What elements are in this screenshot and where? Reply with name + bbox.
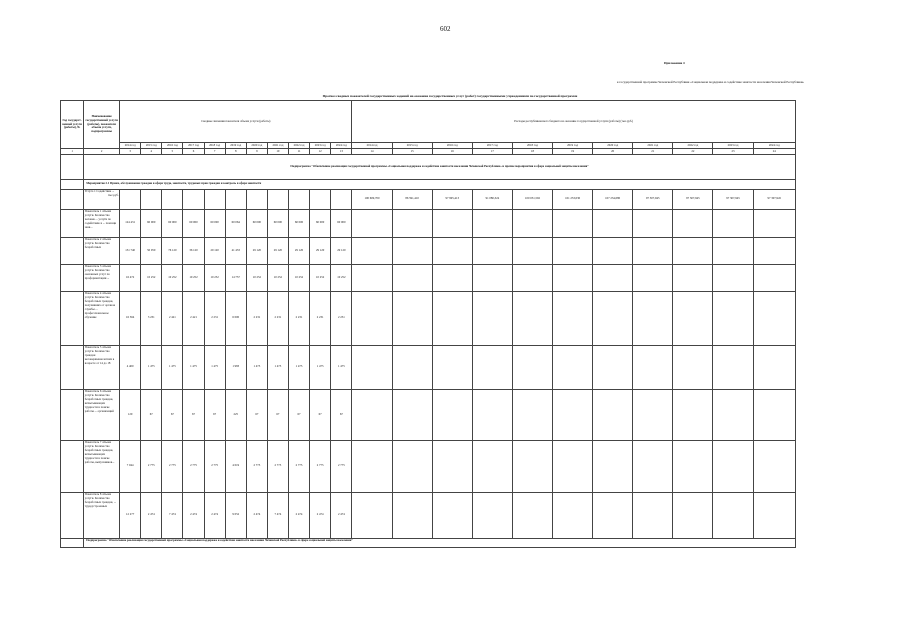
indicator-label: Показатель 3 объема услуги. Количество оказанных услуг по профориентации ...	[84, 264, 120, 291]
indicator-value: 60 000	[183, 209, 204, 237]
empty-cell	[673, 440, 713, 492]
header-year-volume: 2019 год	[225, 143, 246, 149]
empty-cell	[432, 345, 472, 389]
cost-value: 100 609,700	[352, 189, 392, 209]
indicator-value: 1 475	[183, 345, 204, 389]
indicator-number	[61, 209, 84, 237]
cost-value: 97 307,945	[633, 189, 673, 209]
empty-cell	[512, 440, 552, 492]
indicator-value: 67	[288, 389, 309, 440]
column-number: 5	[162, 149, 183, 155]
indicator-row	[61, 237, 796, 264]
empty-cell	[713, 209, 753, 237]
empty-cell	[553, 345, 593, 389]
indicator-value: 120	[120, 389, 141, 440]
indicator-row	[61, 209, 796, 237]
subprogram-row	[61, 154, 796, 179]
column-number: 21	[633, 149, 673, 155]
empty-cell	[225, 189, 246, 209]
indicator-value: 2 775	[162, 440, 183, 492]
header-year-cost: 2024 год	[753, 143, 795, 149]
indicator-value: 2 775	[141, 440, 162, 492]
header-year-volume: 2014 год	[120, 143, 141, 149]
empty-cell	[753, 440, 795, 492]
header-row-groups	[61, 101, 796, 143]
empty-cell	[472, 492, 512, 538]
header-year-volume: 2015 год	[141, 143, 162, 149]
indicator-value: 4 019	[225, 440, 246, 492]
column-number: 1	[61, 149, 84, 155]
empty-cell	[633, 389, 673, 440]
column-number: 19	[553, 149, 593, 155]
column-number: 12	[310, 149, 331, 155]
empty-cell	[553, 389, 593, 440]
empty-cell	[512, 291, 552, 345]
column-number: 4	[141, 149, 162, 155]
indicator-value: 10 252	[310, 264, 331, 291]
indicator-row	[61, 345, 796, 389]
indicator-label: Показатель 5 объема услуги. Количество граждан несовершеннолетних в возрасте от 14 до 18	[84, 345, 120, 389]
indicator-value: 12 277	[120, 492, 141, 538]
indicator-value: 1 475	[246, 345, 267, 389]
page-number: 602	[440, 25, 451, 33]
indicator-number	[61, 264, 84, 291]
service-label	[84, 189, 120, 209]
column-number: 6	[183, 149, 204, 155]
empty-cell	[432, 237, 472, 264]
indicator-number	[61, 345, 84, 389]
header-year-volume: 2018 год	[204, 143, 225, 149]
indicator-value: 6 000	[225, 291, 246, 345]
empty-cell	[183, 189, 204, 209]
indicator-row	[61, 264, 796, 291]
header-year-cost: 2017 год	[472, 143, 512, 149]
indicator-value: 60 000	[204, 209, 225, 237]
column-number: 7	[204, 149, 225, 155]
empty-cell	[432, 209, 472, 237]
indicator-row	[61, 440, 796, 492]
header-year-cost: 2021 год	[633, 143, 673, 149]
indicator-value: 2 775	[331, 440, 352, 492]
indicator-value: 67	[141, 389, 162, 440]
header-year-cost: 2020 год	[593, 143, 633, 149]
empty-cell	[288, 189, 309, 209]
empty-cell	[246, 189, 267, 209]
empty-cell	[753, 237, 795, 264]
indicator-value: 36 120	[183, 237, 204, 264]
indicator-value: 2 474	[204, 492, 225, 538]
empty-cell	[593, 291, 633, 345]
empty-cell	[633, 237, 673, 264]
indicator-row	[61, 492, 796, 538]
empty-cell	[713, 291, 753, 345]
column-number: 16	[432, 149, 472, 155]
empty-cell	[753, 389, 795, 440]
column-number: 24	[753, 149, 795, 155]
empty-cell	[713, 264, 753, 291]
indicator-value: 1 475	[288, 345, 309, 389]
column-number: 17	[472, 149, 512, 155]
empty-cell	[593, 345, 633, 389]
empty-cell	[392, 492, 432, 538]
empty-cell	[593, 492, 633, 538]
indicator-value: 1 475	[141, 345, 162, 389]
subprogram-title: Подпрограмма "Обеспечение реализации государственной программы «Социальная поддержка и содействие занятости населения Чеченской Республики» и прочие мероприятия в сфере социальной защиты населения"	[84, 154, 796, 179]
header-year-volume: 2022 год	[288, 143, 309, 149]
empty-cell	[512, 209, 552, 237]
service-name: Услуга 1 Содействие ...	[84, 189, 115, 194]
table-caption: Прогноз сводных показателей государственных заданий на оказание государственных услуг (работ) государственными учреждениями по государственной программе	[322, 94, 578, 98]
empty-cell	[633, 345, 673, 389]
empty-cell	[432, 389, 472, 440]
empty-cell	[713, 237, 753, 264]
last-subprogram-empty	[61, 538, 84, 547]
cost-value: 97 307,945	[753, 189, 795, 209]
empty-cell	[162, 189, 183, 209]
indicator-value: 2 474	[310, 492, 331, 538]
column-number: 9	[246, 149, 267, 155]
indicator-value: 10 252	[204, 264, 225, 291]
empty-cell	[633, 440, 673, 492]
empty-cell	[472, 345, 512, 389]
header-year-volume: 2016 год	[162, 143, 183, 149]
empty-cell	[472, 389, 512, 440]
empty-cell	[673, 345, 713, 389]
indicator-value: 10 252	[162, 264, 183, 291]
indicator-value: 60 064	[225, 209, 246, 237]
empty-cell	[633, 492, 673, 538]
indicator-value: 2 474	[246, 492, 267, 538]
indicator-number	[61, 492, 84, 538]
empty-cell	[352, 345, 392, 389]
empty-cell	[553, 209, 593, 237]
indicator-value: 67	[246, 389, 267, 440]
cost-value: 107 234,080	[593, 189, 633, 209]
empty-cell	[753, 291, 795, 345]
indicator-value: 2 231	[204, 291, 225, 345]
measure-title: Мероприятие 2.1 Прием, обслуживание граждан в сфере труда, занятости, трудовых прав граждан и контроль в сфере занятости	[84, 179, 796, 189]
column-number: 20	[593, 149, 633, 155]
indicator-value: 124 431	[120, 209, 141, 237]
empty-cell	[267, 189, 288, 209]
cost-value: 97 307,945	[673, 189, 713, 209]
empty-cell	[673, 389, 713, 440]
empty-cell	[432, 264, 472, 291]
empty-cell	[553, 291, 593, 345]
column-number: 11	[288, 149, 309, 155]
empty-cell	[633, 291, 673, 345]
indicator-value: 29 120	[267, 237, 288, 264]
indicator-value: 2 775	[204, 440, 225, 492]
indicator-value: 3 231	[141, 291, 162, 345]
service-number	[61, 189, 84, 209]
empty-cell	[352, 264, 392, 291]
indicator-value: 2 231	[246, 291, 267, 345]
indicators-table	[60, 100, 796, 548]
indicator-value: 50 050	[141, 237, 162, 264]
empty-cell	[472, 291, 512, 345]
indicator-value: 10 252	[246, 264, 267, 291]
indicator-label: Показатель 1 объема услуги. Количество человек ... услуги по содействию в ... помощи заня...	[84, 209, 120, 237]
empty-cell	[593, 237, 633, 264]
column-number: 18	[512, 149, 552, 155]
empty-cell	[352, 291, 392, 345]
empty-cell	[553, 440, 593, 492]
indicator-value: 60 000	[267, 209, 288, 237]
empty-cell	[392, 264, 432, 291]
empty-cell	[753, 492, 795, 538]
measure-empty	[61, 179, 84, 189]
indicator-value: 7 474	[267, 492, 288, 538]
empty-cell	[553, 492, 593, 538]
cost-value: 91 080,324	[472, 189, 512, 209]
empty-cell	[432, 440, 472, 492]
indicator-value: 2 775	[310, 440, 331, 492]
indicator-value: 1 475	[204, 345, 225, 389]
indicator-number	[61, 291, 84, 345]
empty-cell	[204, 189, 225, 209]
empty-cell	[553, 237, 593, 264]
empty-cell	[432, 291, 472, 345]
indicator-value: 76 120	[162, 237, 183, 264]
indicator-value: 1 475	[267, 345, 288, 389]
subprogram-empty	[61, 154, 84, 179]
indicator-value: 1 475	[331, 345, 352, 389]
indicator-value: 67	[267, 389, 288, 440]
header-group-costs: Расходы республиканского бюджета на оказание государственной услуги (работы) (тыс.руб.)	[352, 101, 796, 143]
indicator-value: 29 120	[331, 237, 352, 264]
empty-cell	[392, 291, 432, 345]
header-year-cost: 2019 год	[553, 143, 593, 149]
indicator-value: 29 120	[204, 237, 225, 264]
column-number: 3	[120, 149, 141, 155]
indicator-value: 14 757	[225, 264, 246, 291]
empty-cell	[472, 209, 512, 237]
header-year-volume: 2021 год	[267, 143, 288, 149]
indicator-value: 29 120	[246, 237, 267, 264]
empty-cell	[713, 389, 753, 440]
indicator-value: 2 474	[331, 492, 352, 538]
empty-cell	[352, 389, 392, 440]
indicator-value: 7 044	[120, 440, 141, 492]
empty-cell	[673, 264, 713, 291]
column-number: 10	[267, 149, 288, 155]
indicator-value: 60 000	[288, 209, 309, 237]
empty-cell	[392, 237, 432, 264]
empty-cell	[593, 209, 633, 237]
indicator-row	[61, 291, 796, 345]
empty-cell	[673, 237, 713, 264]
indicator-value: 10 252	[141, 264, 162, 291]
indicator-label: Показатель 7 объема услуги. Количество безработных граждан, испытывающих трудности в поиске работы, выпускников...	[84, 440, 120, 492]
empty-cell	[753, 264, 795, 291]
empty-cell	[472, 440, 512, 492]
empty-cell	[713, 492, 753, 538]
indicator-value: 2 231	[310, 291, 331, 345]
header-col-number: Год государст-венной услуги (работы), №	[61, 101, 84, 149]
indicator-value: 225	[225, 389, 246, 440]
empty-cell	[432, 492, 472, 538]
column-number: 13	[331, 149, 352, 155]
cost-value: 86 591,410	[392, 189, 432, 209]
indicator-number	[61, 440, 84, 492]
indicator-value: 2 421	[183, 291, 204, 345]
empty-cell	[352, 209, 392, 237]
empty-cell	[120, 189, 141, 209]
indicator-value: 10 252	[331, 264, 352, 291]
empty-cell	[753, 345, 795, 389]
indicator-number	[61, 237, 84, 264]
empty-cell	[713, 440, 753, 492]
header-year-volume: 2023 год	[310, 143, 331, 149]
empty-cell	[352, 440, 392, 492]
empty-cell	[512, 492, 552, 538]
indicator-value: 2 775	[246, 440, 267, 492]
empty-cell	[352, 492, 392, 538]
header-group-volume: Сводные значения показателя объема услуги (работы)	[120, 101, 352, 143]
empty-cell	[512, 345, 552, 389]
indicator-value: 60 000	[331, 209, 352, 237]
empty-cell	[633, 264, 673, 291]
indicator-value: 10 252	[288, 264, 309, 291]
indicator-value: 60 000	[141, 209, 162, 237]
header-year-volume: 2020 год	[246, 143, 267, 149]
appendix-label: Приложение 4	[664, 61, 685, 65]
service-row	[61, 189, 796, 209]
cost-value: 101 253,030	[553, 189, 593, 209]
column-number: 22	[673, 149, 713, 155]
indicator-value: 2 775	[183, 440, 204, 492]
empty-cell	[593, 440, 633, 492]
indicator-value: 1 475	[310, 345, 331, 389]
empty-cell	[593, 389, 633, 440]
column-number: 8	[225, 149, 246, 155]
column-number: 23	[713, 149, 753, 155]
header-col-name: Наименование государственной услуги (работы), показателя объема услуги, подпрограммы	[84, 101, 120, 149]
empty-cell	[331, 189, 352, 209]
program-note: к государственной программе Чеченской Республики «Социальная поддержка и содействие занятости населения Чеченской Республики»	[617, 80, 804, 84]
indicator-value: 2 775	[288, 440, 309, 492]
indicator-value: 10 252	[267, 264, 288, 291]
empty-cell	[141, 189, 162, 209]
column-number: 15	[392, 149, 432, 155]
indicator-value: 4 400	[120, 345, 141, 389]
indicator-value: 29 120	[288, 237, 309, 264]
indicator-value: 10 252	[183, 264, 204, 291]
indicator-value: 2 231	[288, 291, 309, 345]
indicator-number	[61, 389, 84, 440]
indicator-value: 67	[310, 389, 331, 440]
empty-cell	[593, 264, 633, 291]
header-year-cost: 2023 год	[713, 143, 753, 149]
indicator-value: 1 475	[162, 345, 183, 389]
indicator-value: 2 474	[141, 492, 162, 538]
service-unit: тыс.руб.	[108, 193, 119, 198]
last-subprogram-row	[61, 538, 796, 547]
empty-cell	[633, 209, 673, 237]
empty-cell	[310, 189, 331, 209]
indicator-value: 2 775	[267, 440, 288, 492]
indicator-label: Показатель 2 объема услуги. Количество безработных	[84, 237, 120, 264]
empty-cell	[392, 209, 432, 237]
indicator-value: 67	[183, 389, 204, 440]
header-year-cost: 2022 год	[673, 143, 713, 149]
indicator-value: 67	[204, 389, 225, 440]
empty-cell	[512, 389, 552, 440]
indicator-row	[61, 389, 796, 440]
indicator-label: Показатель 4 объема услуги. Количество безработных граждан, получивших от органов службы ... профессиональное обучение	[84, 291, 120, 345]
indicator-value: 7 474	[162, 492, 183, 538]
indicator-label: Показатель 8 объема услуги. Количество безработных граждан, ... трудоустроенных	[84, 492, 120, 538]
header-year-volume: 2017 год	[183, 143, 204, 149]
measure-row	[61, 179, 796, 189]
header-year-cost: 2016 год	[432, 143, 472, 149]
empty-cell	[713, 345, 753, 389]
cost-value: 97 307,945	[713, 189, 753, 209]
indicator-value: 2 474	[183, 492, 204, 538]
indicator-value: 16 564	[120, 291, 141, 345]
header-year-cost: 2014 год	[352, 143, 392, 149]
indicator-value: 29 120	[310, 237, 331, 264]
last-subprogram-title: Подпрограмма "Обеспечение реализации государственной программы «Социальная поддержка и содействие занятости населения Чеченской Республики» в сфере социальной защиты населения"	[84, 538, 796, 547]
cost-value: 100 031,592	[512, 189, 552, 209]
empty-cell	[352, 237, 392, 264]
empty-cell	[472, 264, 512, 291]
column-number: 2	[84, 149, 120, 155]
indicator-value: 1 983	[225, 345, 246, 389]
empty-cell	[553, 264, 593, 291]
empty-cell	[673, 291, 713, 345]
indicator-value: 2 421	[162, 291, 183, 345]
empty-cell	[512, 237, 552, 264]
cost-value: 97 995,413	[432, 189, 472, 209]
indicator-value: 9 052	[225, 492, 246, 538]
indicator-value: 2 231	[331, 291, 352, 345]
empty-cell	[512, 264, 552, 291]
empty-cell	[392, 389, 432, 440]
indicator-value: 41 433	[225, 237, 246, 264]
empty-cell	[472, 237, 512, 264]
header-year-volume: 2024 год	[331, 143, 352, 149]
indicator-label: Показатель 6 объема услуги. Количество безработных граждан, испытывающих трудности в поиске работы ... организаций	[84, 389, 120, 440]
indicator-value: 16 472	[120, 264, 141, 291]
indicator-value: 2 474	[288, 492, 309, 538]
indicator-value: 60 000	[310, 209, 331, 237]
indicator-value: 131 740	[120, 237, 141, 264]
indicator-value: 67	[162, 389, 183, 440]
column-number: 14	[352, 149, 392, 155]
empty-cell	[392, 345, 432, 389]
empty-cell	[392, 440, 432, 492]
indicator-value: 60 000	[162, 209, 183, 237]
indicator-value: 60 000	[246, 209, 267, 237]
empty-cell	[673, 209, 713, 237]
empty-cell	[673, 492, 713, 538]
indicator-value: 67	[331, 389, 352, 440]
header-year-cost: 2018 год	[512, 143, 552, 149]
header-year-cost: 2015 год	[392, 143, 432, 149]
empty-cell	[753, 209, 795, 237]
indicator-value: 2 231	[267, 291, 288, 345]
